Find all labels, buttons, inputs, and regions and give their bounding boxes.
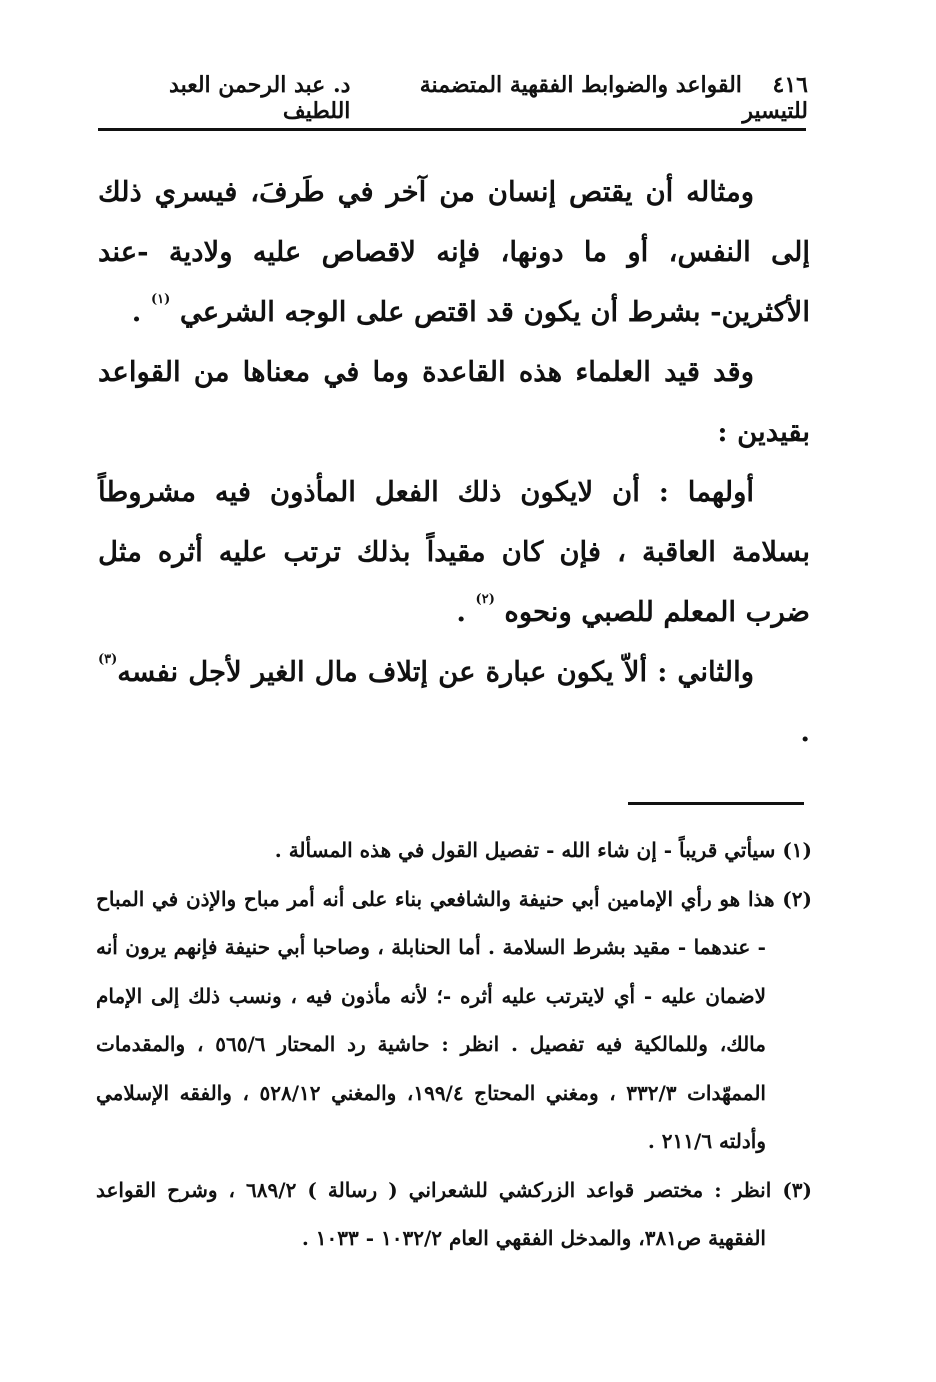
first-condition-text: أولهما : أن لايكون ذلك الفعل المأذون فيه مشروطاً بسلامة العاقبة ، فإن كان مقيداً بذلك ترتب عليه أثره مثل ضرب المعلم للصبي ونحوه — [98, 476, 810, 628]
paragraph-end-mark: . — [131, 296, 142, 328]
footnote-3: (٣) انظر : مختصر قواعد الزركشي للشعراني ( رسالة ) ٦٨٩/٢ ، وشرح القواعد الفقهية ص٣٨١، والمدخل الفقهي العام ١٠٣٢/٢ - ١٠٣٣ . — [96, 1177, 812, 1250]
paragraph-first-condition — [98, 462, 810, 642]
paragraph-second-condition — [98, 642, 810, 762]
footnote-ref-2: (٢) — [475, 592, 495, 607]
book-title: القواعد والضوابط الفقهية المتضمنة للتيسير — [419, 72, 808, 124]
footnote-ref-3: (٣) — [98, 652, 118, 667]
second-condition-text: والثاني : ألاّ يكون عبارة عن إتلاف مال الغير لأجل نفسه — [117, 656, 754, 688]
footnote-2: (٢) هذا هو رأي الإمامين أبي حنيفة والشافعي بناء على أنه أمر مباح والإذن في المباح - عندهما - مقيد بشرط السلامة . أما الحنابلة ، وصاحبا أبي حنيفة فإنهم يرون أنه لاضمان عليه - أي لايترتب عليه أثره -؛ لأنه مأذون فيه ، ونسب ذلك إلى الإمام مالك، وللمالكية فيه تفصيل . انظر : حاشية رد المحتار ٥٦٥/٦ ، والمقدمات الممهّدات ٣٣٢/٣ ، ومغني المحتاج ١٩٩/٤، والمغني ٥٢٨/١٢ ، والفقه الإسلامي وأدلته ٢١١/٦ . — [96, 886, 812, 1153]
paragraph-conditions: وقد قيد العلماء هذه القاعدة وما في معناها من القواعد بقيدين : — [98, 356, 810, 448]
main-text — [98, 162, 810, 762]
paragraph-example — [98, 162, 810, 342]
footnote-separator — [628, 802, 804, 805]
paragraph-end-mark: . — [456, 596, 466, 628]
header-rule — [98, 128, 806, 131]
paragraph-example-text: ومثاله أن يقتص إنسان من آخر في طَرفَ، فيسري ذلك إلى النفس، أو ما دونها، فإنه لاقصاص عليه ولادية -عند الأكثرين- بشرط أن يكون قد اقتص على الوجه الشرعي — [98, 176, 810, 328]
footnotes — [96, 826, 812, 1263]
author-name: د. عبد الرحمن العبد اللطيف — [169, 72, 351, 124]
footnote-ref-1: (١) — [150, 292, 171, 307]
running-header — [96, 72, 808, 124]
footnote-1: (١) سيأتي قريباً - إن شاء الله - تفصيل القول في هذه المسألة . — [274, 838, 812, 862]
header-left — [96, 72, 350, 124]
header-right — [350, 72, 808, 124]
paragraph-end-mark: . — [800, 716, 810, 748]
page-number: ٤١٦ — [772, 72, 808, 98]
